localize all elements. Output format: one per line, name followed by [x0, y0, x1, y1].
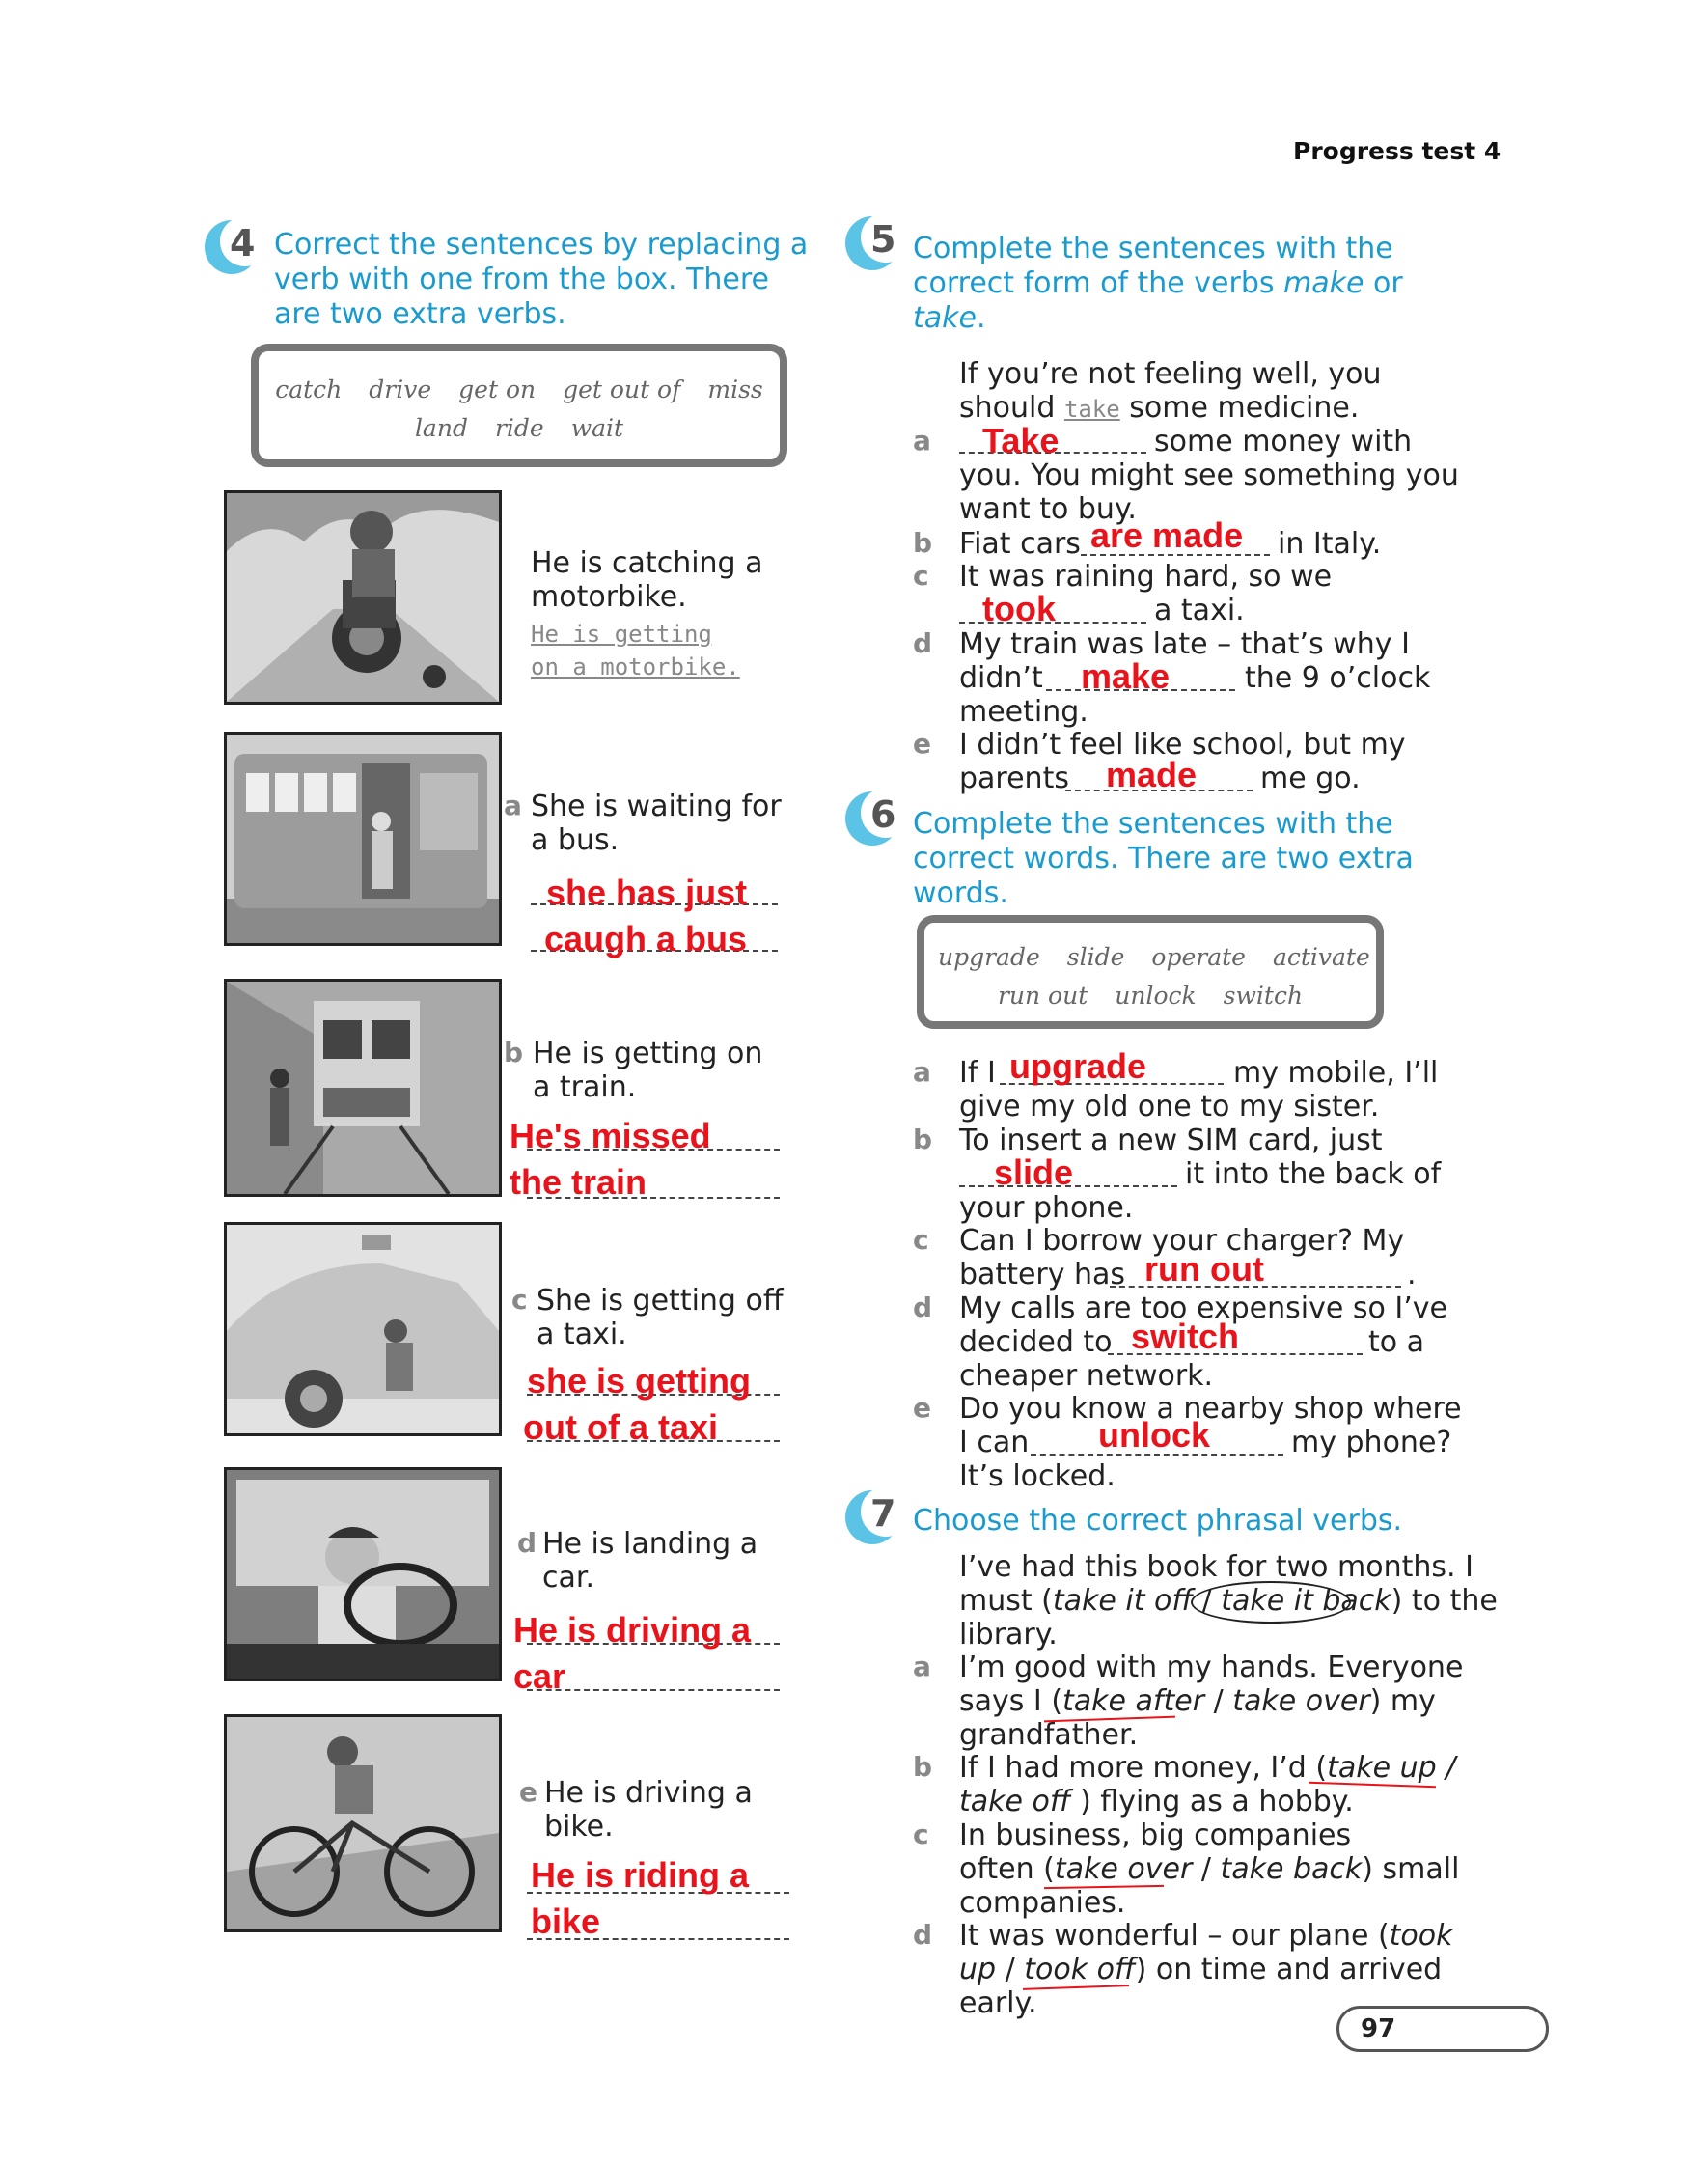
ex5-item-c-answer: took [982, 589, 1056, 628]
ex7-item-d-text: It was wonderful – our plane (took [959, 1919, 1453, 1953]
ex6-item-a-text: my mobile, I’ll [1233, 1056, 1439, 1090]
ex6-item-c-answer: run out [1144, 1249, 1264, 1289]
ex7-example: must (take it off / take it back) to the [959, 1584, 1498, 1618]
ex7-item-c-text: often (take over / take back) small [959, 1852, 1460, 1886]
exercise-6-word-box [917, 915, 1384, 1029]
ex6-item-d-answer: switch [1131, 1317, 1240, 1356]
bus-illustration [224, 732, 502, 946]
ex4-example-sentence: He is catching a motorbike. [531, 546, 763, 614]
ex7-example: library. [959, 1618, 1058, 1652]
ex5-item-e-answer: made [1106, 755, 1198, 794]
ex5-item-b-text: Fiat cars [959, 527, 1081, 561]
ex7-item-b-text: take off ) flying as a hobby. [959, 1785, 1354, 1818]
ex4-item-d-label: d [517, 1527, 537, 1559]
exercise-6-number-badge: 6 [845, 791, 899, 846]
ex4-item-e-answer-line2: bike [531, 1901, 601, 1941]
ex4-item-c-answer-line1: she is getting [527, 1361, 752, 1401]
exercise-5-instruction: Complete the sentences with the correct form of the verbs make or take. [913, 232, 1403, 335]
ex5-item-d-label: d [913, 627, 933, 659]
box-word: get out of [563, 375, 681, 403]
ex6-item-d-text: cheaper network. [959, 1359, 1214, 1393]
ex6-item-e-text: I can [959, 1426, 1030, 1459]
box-word: slide [1066, 943, 1125, 971]
ex7-item-c-label: c [913, 1818, 929, 1850]
ex7-item-a-text: grandfather. [959, 1718, 1139, 1752]
ex5-item-b-answer: are made [1090, 515, 1244, 555]
ex4-item-a-answer-line2: caugh a bus [544, 919, 748, 958]
box-word: get on [458, 375, 537, 403]
page-header-title: Progress test 4 [1293, 137, 1501, 165]
ex5-item-c-text: a taxi. [1154, 594, 1245, 627]
ex4-item-a-answer-line1: she has just [546, 873, 748, 912]
box-word: switch [1223, 982, 1304, 1010]
ex7-item-b-text: If I had more money, I’d (take up / [959, 1751, 1456, 1785]
box-word: catch [275, 375, 343, 403]
ex4-item-e-label: e [519, 1776, 537, 1808]
ex4-item-e-answer-line1: He is riding a [531, 1855, 750, 1895]
ex7-example: I’ve had this book for two months. I [959, 1550, 1474, 1584]
ex4-item-b-answer-line1: He's missed [510, 1116, 711, 1155]
ex4-item-b-label: b [504, 1037, 524, 1069]
exercise-7-number-badge: 7 [845, 1490, 899, 1544]
ex5-item-d-text: didn’t [959, 661, 1043, 695]
exercise-4-instruction: Correct the sentences by replacing a verb with one from the box. There are two extra verbs. [274, 228, 809, 331]
box-word: upgrade [938, 943, 1040, 971]
ex5-item-d-text: My train was late – that’s why I [959, 627, 1410, 661]
ex5-item-e-text: me go. [1260, 762, 1361, 795]
ex4-item-d-sentence: He is landing a car. [542, 1527, 758, 1595]
ex4-item-d-answer-line1: He is driving a [513, 1610, 752, 1650]
ex6-item-d-text: to a [1368, 1325, 1425, 1359]
ex7-item-d-label: d [913, 1919, 933, 1951]
ex5-item-d-text: meeting. [959, 695, 1088, 729]
ex7-item-a-label: a [913, 1651, 931, 1682]
ex6-item-a-text: If I [959, 1056, 996, 1090]
box-word: operate [1151, 943, 1246, 971]
exercise-5-number-badge: 5 [845, 216, 899, 270]
ex6-item-b-text: your phone. [959, 1191, 1134, 1225]
ex5-item-d-answer: make [1081, 656, 1171, 696]
ex7-item-d-text: early. [959, 1986, 1037, 2020]
ex6-item-c-text: Can I borrow your charger? My [959, 1224, 1405, 1258]
ex5-item-a-text: some money with [1154, 425, 1413, 458]
ex5-example: If you’re not feeling well, you should take some medicine. [959, 357, 1382, 425]
ex7-item-a-text: says I (take after / take over) my [959, 1684, 1436, 1718]
ex4-item-e-sentence: He is driving a bike. [544, 1776, 753, 1844]
ex5-item-b-text: in Italy. [1278, 527, 1382, 561]
ex6-item-b-text: To insert a new SIM card, just [959, 1124, 1383, 1157]
exercise-6-instruction: Complete the sentences with the correct words. There are two extra words. [913, 807, 1414, 910]
page-number-tab [1336, 2006, 1549, 2052]
ex5-item-e-text: I didn’t feel like school, but my [959, 728, 1406, 762]
ex5-item-a-text: you. You might see something you [959, 458, 1459, 492]
ex5-item-c-label: c [913, 560, 929, 592]
box-word: land [414, 414, 468, 442]
ex5-item-c-text: It was raining hard, so we [959, 560, 1333, 594]
box-word: miss [707, 375, 763, 403]
ex6-item-e-answer: unlock [1098, 1415, 1211, 1455]
ex6-item-c-text: . [1407, 1258, 1417, 1291]
exercise-4-number-badge: 4 [205, 220, 259, 274]
ex5-item-a-answer: Take [982, 421, 1060, 460]
motorbike-illustration [224, 490, 502, 705]
box-word: wait [570, 414, 624, 442]
exercise-7-instruction: Choose the correct phrasal verbs. [913, 1504, 1403, 1538]
box-word: ride [494, 414, 544, 442]
ex7-item-c-text: In business, big companies [959, 1818, 1352, 1852]
ex4-item-c-answer-line2: out of a taxi [523, 1407, 719, 1447]
ex6-item-b-text: it into the back of [1185, 1157, 1442, 1191]
ex5-item-a-text: want to buy. [959, 492, 1137, 526]
ex6-item-b-label: b [913, 1124, 933, 1155]
ex6-item-a-label: a [913, 1056, 931, 1088]
ex6-item-a-text: give my old one to my sister. [959, 1090, 1380, 1124]
bicycle-illustration [224, 1714, 502, 1932]
answer-circle [1191, 1581, 1351, 1624]
box-word: run out [997, 982, 1088, 1010]
ex5-item-e-text: parents [959, 762, 1069, 795]
box-word: activate [1272, 943, 1370, 971]
ex6-item-d-text: My calls are too expensive so I’ve [959, 1291, 1447, 1325]
exercise-4-word-box [251, 344, 787, 467]
ex6-item-c-text: battery has [959, 1258, 1126, 1291]
ex7-item-b-label: b [913, 1751, 933, 1783]
taxi-illustration [224, 1222, 502, 1436]
ex6-item-d-text: decided to [959, 1325, 1113, 1359]
ex4-item-c-label: c [511, 1284, 528, 1316]
ex5-item-d-text: the 9 o’clock [1245, 661, 1431, 695]
ex6-item-e-label: e [913, 1392, 931, 1424]
ex7-item-c-text: companies. [959, 1886, 1126, 1920]
ex4-item-a-sentence: She is waiting for a bus. [531, 790, 782, 857]
ex4-item-c-sentence: She is getting off a taxi. [537, 1284, 784, 1351]
box-word: drive [369, 375, 432, 403]
ex6-item-e-text: Do you know a nearby shop where [959, 1392, 1462, 1426]
ex6-item-d-label: d [913, 1291, 933, 1323]
train-illustration [224, 979, 502, 1197]
ex5-item-a-label: a [913, 425, 931, 457]
ex4-item-b-sentence: He is getting on a train. [533, 1037, 763, 1104]
ex6-item-e-text: It’s locked. [959, 1459, 1116, 1493]
ex4-item-b-answer-line2: the train [510, 1162, 647, 1202]
ex6-item-e-text: my phone? [1291, 1426, 1452, 1459]
ex6-item-a-answer: upgrade [1009, 1046, 1147, 1086]
ex4-item-d-answer-line2: car [513, 1656, 566, 1696]
car-driver-illustration [224, 1467, 502, 1681]
box-word: unlock [1115, 982, 1197, 1010]
ex6-item-c-label: c [913, 1224, 929, 1256]
ex7-item-a-text: I’m good with my hands. Everyone [959, 1651, 1464, 1684]
page-number: 97 [1361, 2014, 1396, 2043]
ex7-item-d-text: up / took off) on time and arrived [959, 1953, 1443, 1986]
ex4-example-answer: He is getting on a motorbike. [531, 621, 740, 680]
ex5-item-e-label: e [913, 728, 931, 760]
ex4-item-a-label: a [504, 790, 522, 821]
ex6-item-b-answer: slide [994, 1152, 1074, 1192]
ex5-item-b-label: b [913, 527, 933, 559]
